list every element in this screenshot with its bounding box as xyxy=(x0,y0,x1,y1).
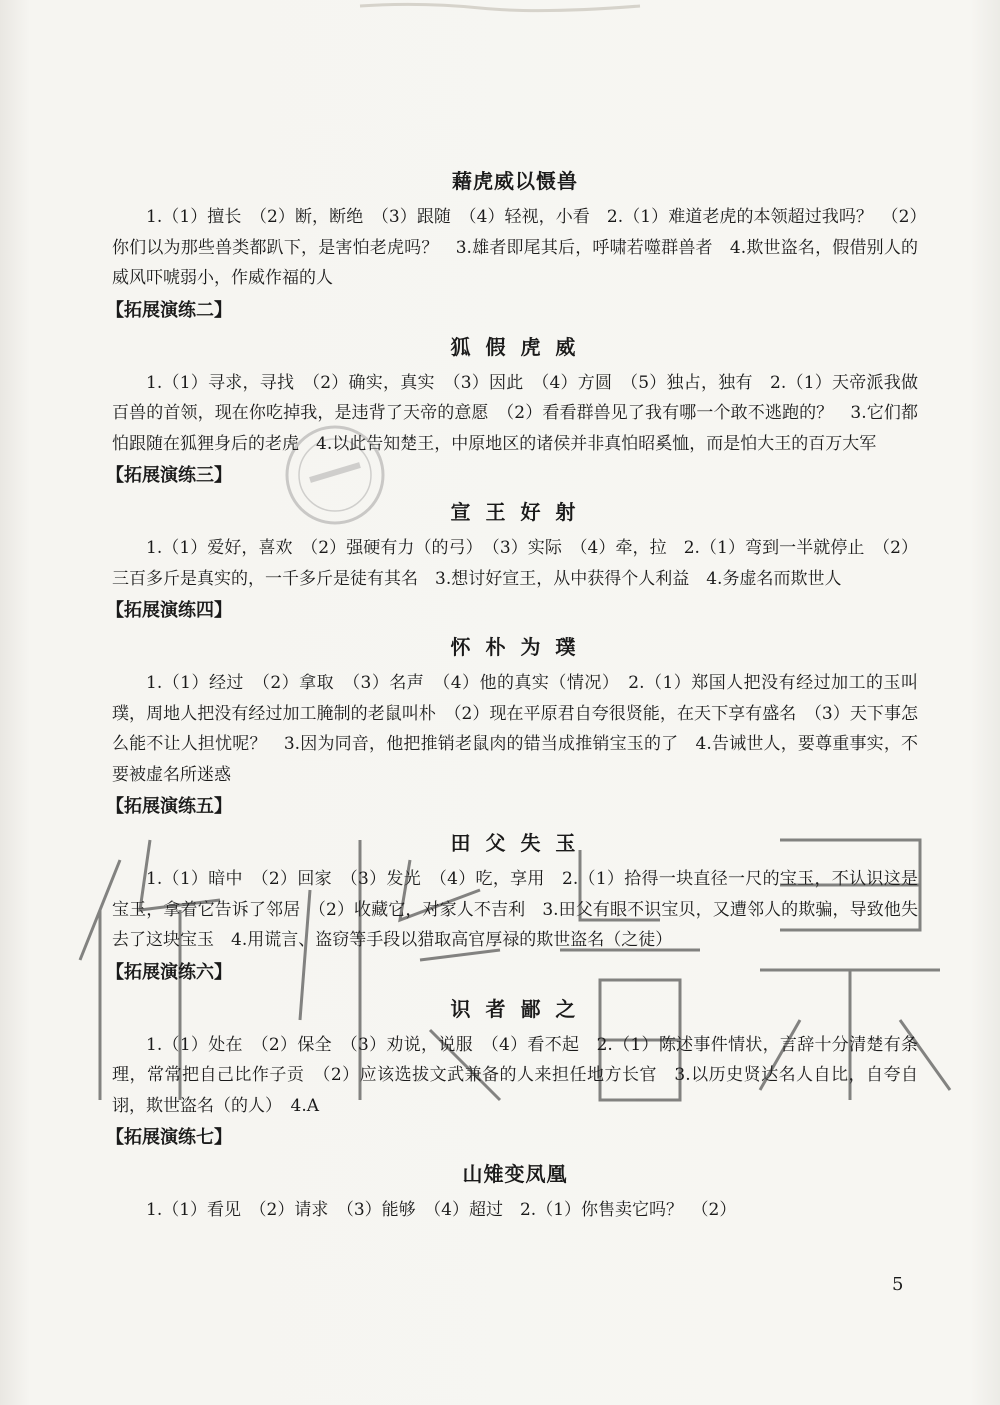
answer-content xyxy=(106,160,918,1226)
section-7 xyxy=(106,1123,918,1226)
section-title: 狐 假 虎 威 xyxy=(450,334,580,359)
answer-text: 1.（1）暗中 （2）回家 （3）发光 （4）吃，享用 2.（1）拾得一块直径一尺的宝玉，不认识这是宝玉，拿着它告诉了邻居 （2）收藏它，对家人不吉利 3.田父有眼不识宝贝，又遭邻人的欺骗，导致他失去了这块宝玉 4.用谎言、盗窃等手段以猎取高官厚禄的欺世盗名（之徒） xyxy=(112,869,918,950)
exercise-heading: 【拓展演练六】 xyxy=(106,961,232,983)
section-title: 藉虎威以慑兽 xyxy=(452,169,578,193)
exercise-heading: 【拓展演练三】 xyxy=(106,465,232,486)
top-edge-mark xyxy=(340,0,660,18)
section-title: 怀 朴 为 璞 xyxy=(450,635,580,659)
exercise-heading: 【拓展演练五】 xyxy=(106,796,232,817)
section-2 xyxy=(106,296,918,460)
section-1 xyxy=(112,166,918,294)
answer-text: 1.（1）寻求，寻找 （2）确实，真实 （3）因此 （4）方圆 （5）独占，独有 2.（1）天帝派我做百兽的首领，现在你吃掉我，是违背了天帝的意愿 （2）看看群兽见了我有哪一个敢不逃跑的？ 3.它们都怕跟随在狐狸身后的老虎 4.以此告知楚王，中原地区的诸侯并非真怕昭奚恤，而是怕大王的百万大军 xyxy=(112,372,918,454)
exercise-heading: 【拓展演练二】 xyxy=(106,299,232,321)
answer-text: 1.（1）看见 （2）请求 （3）能够 （4）超过 2.（1）你售卖它吗？ （2） xyxy=(146,1200,737,1220)
answer-text: 1.（1）处在 （2）保全 （3）劝说，说服 （4）看不起 2.（1）陈述事件情状，言辞十分清楚有条理，常常把自己比作子贡 （2）应该选拔文武兼备的人来担任地方长官 3.以历史贤达名人自比，自夸自诩，欺世盗名（的人） 4.A xyxy=(112,1034,918,1116)
section-6 xyxy=(106,958,918,1122)
page-number: 5 xyxy=(892,1274,904,1295)
answer-text: 1.（1）经过 （2）拿取 （3）名声 （4）他的真实（情况） 2.（1）郑国人把没有经过加工的玉叫璞，周地人把没有经过加工腌制的老鼠叫朴 （2）现在平原君自夸很贤能，在天下享有盛名 （3）天下事怎么能不让人担忧呢？ 3.因为同音，他把推销老鼠肉的错当成推销宝玉的了 4.告诫世人，要尊重事实，不要被虚名所迷惑 xyxy=(112,673,918,785)
section-4 xyxy=(106,596,918,790)
exercise-heading: 【拓展演练四】 xyxy=(106,600,232,621)
exercise-heading: 【拓展演练七】 xyxy=(106,1127,232,1148)
section-5 xyxy=(106,792,918,956)
section-3 xyxy=(106,461,918,594)
answer-text: 1.（1）擅长 （2）断，断绝 （3）跟随 （4）轻视，小看 2.（1）难道老虎的本领超过我吗？ （2）你们以为那些兽类都趴下，是害怕老虎吗？ 3.雄者即尾其后，呼啸若噬群兽者 4.欺世盗名，假借别人的威风吓唬弱小，作威作福的人 xyxy=(112,207,918,288)
section-title: 识 者 鄙 之 xyxy=(450,996,580,1021)
answer-text: 1.（1）爱好，喜欢 （2）强硬有力（的弓） （3）实际 （4）牵，拉 2.（1）弯到一半就停止 （2）三百多斤是真实的，一千多斤是徒有其名 3.想讨好宣王，从中获得个人利益 4.务虚名而欺世人 xyxy=(112,538,918,589)
section-title: 田 父 失 玉 xyxy=(450,831,580,855)
section-title: 宣 王 好 射 xyxy=(450,500,580,524)
section-title: 山雉变凤凰 xyxy=(462,1162,568,1186)
